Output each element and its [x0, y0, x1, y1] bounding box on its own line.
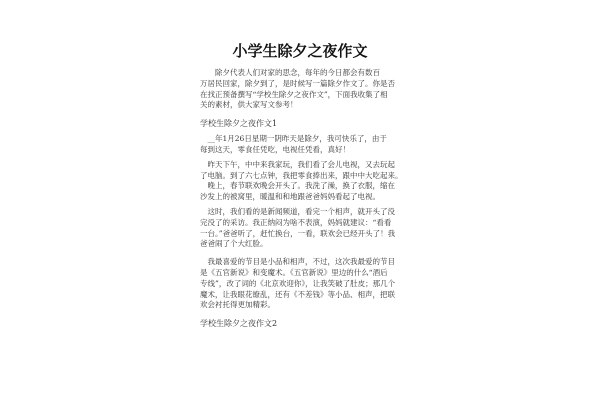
paragraph-2	[200, 160, 410, 182]
text-line: 是《五官新说》和变魔术。《五官新说》里边的什么“酒后	[200, 267, 388, 277]
text-line: 了电脑。到了六七点钟，我把零食捧出来，跟中中大吃起来。	[200, 170, 403, 180]
text-line: __年1月26日星期一阴昨天是除夕，我可快乐了，由于	[200, 134, 387, 144]
text-line: 沙发上的被窝里，暖温和和地跟爸爸妈妈看起了电视。	[200, 192, 380, 202]
text-line: 每到这天，零食任凭吃，电视任凭看，真好！	[200, 144, 350, 154]
text-line: 专线”，改了词的《北京欢迎你》，让我笑破了肚皮；那几个	[200, 278, 396, 288]
paragraph-5	[200, 257, 410, 311]
text-line: 我最喜爱的节目是小品和相声，不过，这次我最爱的节目	[200, 257, 395, 267]
text-line: 爸爸闹了个大红脸。	[200, 239, 268, 249]
text-line: 万居民回家，除夕到了，是时候写一篇除夕作文了。你是否	[200, 78, 395, 88]
text-line: 在找正预备撰写“学校生除夕之夜作文”，下面我收集了相	[200, 89, 388, 99]
paragraph-4	[200, 207, 410, 250]
text-line: 除夕代表人们对家的思念，每年的今日都会有数百	[200, 68, 380, 77]
text-line: 关的素材，供大家写文参考！	[200, 100, 298, 110]
text-line: 魔术，让我眼花缭乱，还有《不差钱》等小品、相声，把联	[200, 289, 395, 299]
paragraph-3	[200, 181, 410, 203]
text-line: 欢会衬托得更加精彩。	[200, 300, 275, 310]
text-line: 这时，我们看的是新闻频道，看完一个相声，就开头了没	[200, 206, 395, 216]
text-line: 完没了的采访。我正纳闷为啥不表演，妈妈就建议：“看看	[200, 217, 392, 227]
paragraph-1	[200, 134, 410, 156]
document-body	[200, 68, 410, 330]
text-line: 昨天下午，中中来我家玩，我们看了会儿电视，又去玩起	[200, 159, 395, 169]
text-line: 一台。”爸爸听了，赶忙换台，一看，联欢会已经开头了！我	[200, 228, 396, 238]
text-line: 晚上，春节联欢晚会开头了。我洗了澡，换了衣服，缩在	[200, 181, 395, 191]
page-title: 小学生除夕之夜作文	[232, 42, 368, 60]
section-heading-1: 学校生除夕之夜作文1	[200, 119, 278, 129]
intro-paragraph	[200, 68, 410, 111]
section-heading-2: 学校生除夕之夜作文2	[200, 319, 278, 329]
